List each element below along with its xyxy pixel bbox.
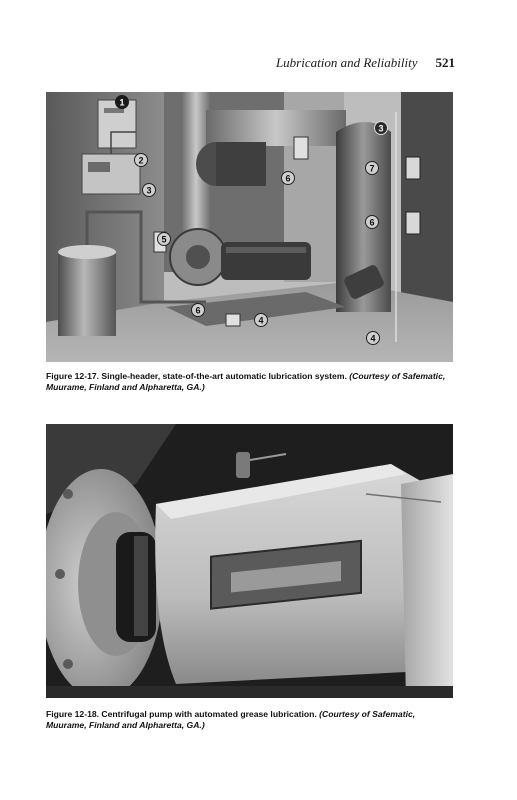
callout-5 bbox=[158, 233, 171, 246]
lubrication-system-illustration bbox=[46, 92, 453, 362]
callout-6-top bbox=[282, 172, 295, 185]
callout-2 bbox=[135, 154, 148, 167]
callout-6-right bbox=[366, 216, 379, 229]
svg-text:1: 1 bbox=[119, 97, 125, 108]
running-header bbox=[276, 55, 455, 71]
figure2-caption bbox=[46, 709, 456, 731]
svg-text:4: 4 bbox=[258, 315, 264, 326]
motor-fins bbox=[226, 247, 306, 253]
svg-text:7: 7 bbox=[369, 163, 375, 174]
control-panel-1 bbox=[98, 97, 136, 148]
valve-block-c bbox=[226, 314, 240, 326]
valve-block-d bbox=[406, 157, 420, 179]
drum-lid bbox=[58, 245, 116, 259]
control-panel-display bbox=[88, 162, 110, 172]
svg-text:2: 2 bbox=[138, 155, 144, 166]
valve-block-a bbox=[294, 137, 308, 159]
figure2-caption-main: Figure 12-18. Centrifugal pump with automated grease lubrication. bbox=[46, 709, 317, 719]
flange-bolt bbox=[63, 659, 73, 669]
callout-3-left bbox=[143, 184, 156, 197]
callout-3-right bbox=[375, 122, 388, 135]
motor-housing bbox=[401, 474, 453, 698]
figure1-caption bbox=[46, 371, 456, 393]
callout-1 bbox=[115, 95, 129, 109]
svg-text:6: 6 bbox=[285, 173, 291, 184]
running-title: Lubrication and Reliability bbox=[275, 55, 418, 70]
rear-motor bbox=[216, 142, 266, 186]
callout-7 bbox=[366, 162, 379, 175]
svg-text:3: 3 bbox=[378, 123, 384, 134]
svg-text:3: 3 bbox=[146, 185, 152, 196]
flange-bolt bbox=[55, 569, 65, 579]
pump-inlet bbox=[186, 245, 210, 269]
flange-bolt bbox=[63, 489, 73, 499]
horizontal-pipe bbox=[206, 110, 346, 146]
svg-text:4: 4 bbox=[370, 333, 376, 344]
callout-6-bottom bbox=[192, 304, 205, 317]
callout-4-center bbox=[255, 314, 268, 327]
figure1-caption-main: Figure 12-17. Single-header, state-of-the-art automatic lubrication system. bbox=[46, 371, 347, 381]
svg-text:6: 6 bbox=[195, 305, 201, 316]
control-panel-2 bbox=[82, 154, 140, 194]
lubricant-drum bbox=[58, 252, 116, 336]
figure2-caption-credit: (Courtesy of Safematic, Muurame, Finland and Alpharetta, GA.) bbox=[46, 709, 416, 730]
svg-text:5: 5 bbox=[161, 234, 167, 245]
base-shadow bbox=[46, 686, 453, 698]
svg-text:6: 6 bbox=[369, 217, 375, 228]
centrifugal-pump-photo bbox=[46, 424, 453, 698]
valve-block-e bbox=[406, 212, 420, 234]
figure1-caption-credit: (Courtesy of Safematic, Muurame, Finland and Alpharetta, GA.) bbox=[46, 371, 446, 392]
grease-lubricator bbox=[236, 452, 250, 478]
callout-4-right bbox=[367, 332, 380, 345]
coupling-shaft bbox=[134, 536, 148, 636]
page-number: 521 bbox=[435, 55, 455, 70]
